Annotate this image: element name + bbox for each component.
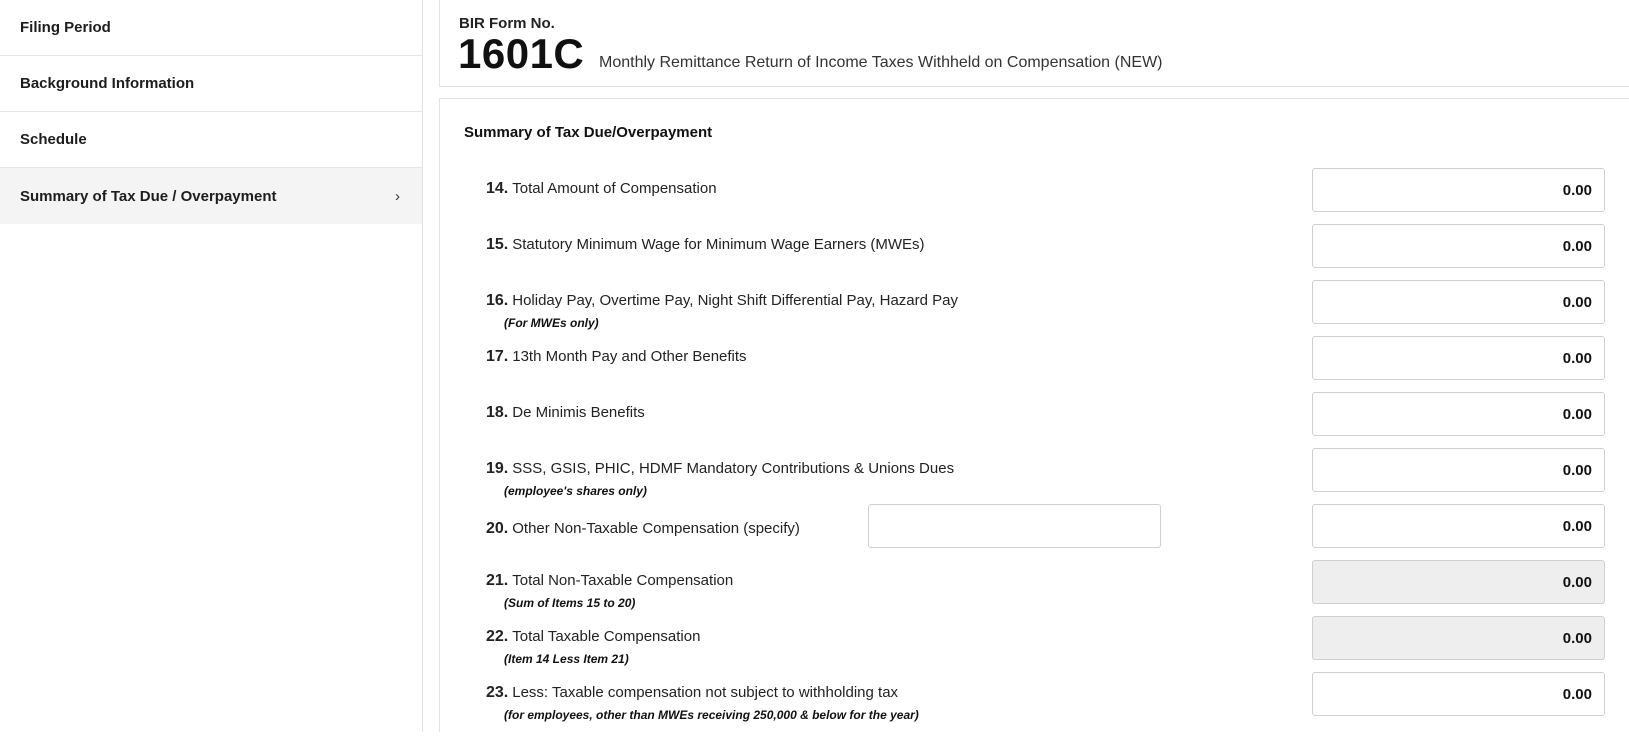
item-number: 19. xyxy=(486,460,509,477)
sidebar-item-schedule[interactable] xyxy=(0,112,422,168)
item-note: (Sum of Items 15 to 20) xyxy=(504,596,636,610)
item-label: Other Non-Taxable Compensation (specify) xyxy=(512,520,800,537)
item-note: (Item 14 Less Item 21) xyxy=(504,652,629,666)
item-note: (employee's shares only) xyxy=(504,484,647,498)
form-title: Monthly Remittance Return of Income Taxes Withheld on Compensation (NEW) xyxy=(599,54,1163,71)
item-number: 20. xyxy=(486,520,509,537)
item-label: Holiday Pay, Overtime Pay, Night Shift Differential Pay, Hazard Pay xyxy=(512,292,958,309)
chevron-right-icon: › xyxy=(395,187,400,205)
sidebar-item-label: Background Information xyxy=(20,75,195,92)
statutory-minimum-wage-input[interactable] xyxy=(1312,224,1605,268)
sidebar-item-label: Filing Period xyxy=(20,19,111,36)
thirteenth-month-pay-input[interactable] xyxy=(1312,336,1605,380)
summary-section xyxy=(439,98,1629,732)
sidebar-item-filing-period[interactable] xyxy=(0,0,422,56)
item-row-23 xyxy=(440,682,1629,738)
item-number: 14. xyxy=(486,180,509,197)
de-minimis-benefits-input[interactable] xyxy=(1312,392,1605,436)
item-number: 17. xyxy=(486,348,509,365)
item-label: Less: Taxable compensation not subject to withholding tax xyxy=(512,684,899,701)
item-number: 15. xyxy=(486,236,509,253)
item-label: Statutory Minimum Wage for Minimum Wage Earners (MWEs) xyxy=(512,236,925,253)
other-non-taxable-amount-input[interactable] xyxy=(1312,504,1605,548)
not-subject-to-withholding-input[interactable] xyxy=(1312,672,1605,716)
holiday-overtime-pay-input[interactable] xyxy=(1312,280,1605,324)
total-compensation-input[interactable] xyxy=(1312,168,1605,212)
item-number: 23. xyxy=(486,684,509,701)
form-header xyxy=(439,0,1629,87)
sidebar-item-label: Schedule xyxy=(20,131,87,148)
item-number: 22. xyxy=(486,628,509,645)
sidebar-item-label: Summary of Tax Due / Overpayment xyxy=(20,187,277,205)
item-number: 16. xyxy=(486,292,509,309)
form-label: BIR Form No. xyxy=(459,15,555,32)
sidebar-empty-area xyxy=(0,220,423,732)
mandatory-contributions-input[interactable] xyxy=(1312,448,1605,492)
total-non-taxable-output xyxy=(1312,560,1605,604)
item-label: Total Amount of Compensation xyxy=(512,180,717,197)
total-taxable-output xyxy=(1312,616,1605,660)
form-number: 1601C xyxy=(458,30,585,77)
sidebar-item-background-information[interactable] xyxy=(0,56,422,112)
sidebar-nav xyxy=(0,0,423,220)
item-label: De Minimis Benefits xyxy=(512,404,645,421)
item-note: (for employees, other than MWEs receiving 250,000 & below for the year) xyxy=(504,708,919,722)
item-note: (For MWEs only) xyxy=(504,316,599,330)
item-label: SSS, GSIS, PHIC, HDMF Mandatory Contributions & Unions Dues xyxy=(512,460,955,477)
section-title: Summary of Tax Due/Overpayment xyxy=(464,124,713,141)
item-label: Total Non-Taxable Compensation xyxy=(512,572,734,589)
item-label: Total Taxable Compensation xyxy=(512,628,701,645)
item-number: 18. xyxy=(486,404,509,421)
other-non-taxable-specify-input[interactable] xyxy=(868,504,1161,548)
sidebar-item-summary[interactable] xyxy=(0,168,422,224)
item-label: 13th Month Pay and Other Benefits xyxy=(512,348,747,365)
item-number: 21. xyxy=(486,572,509,589)
